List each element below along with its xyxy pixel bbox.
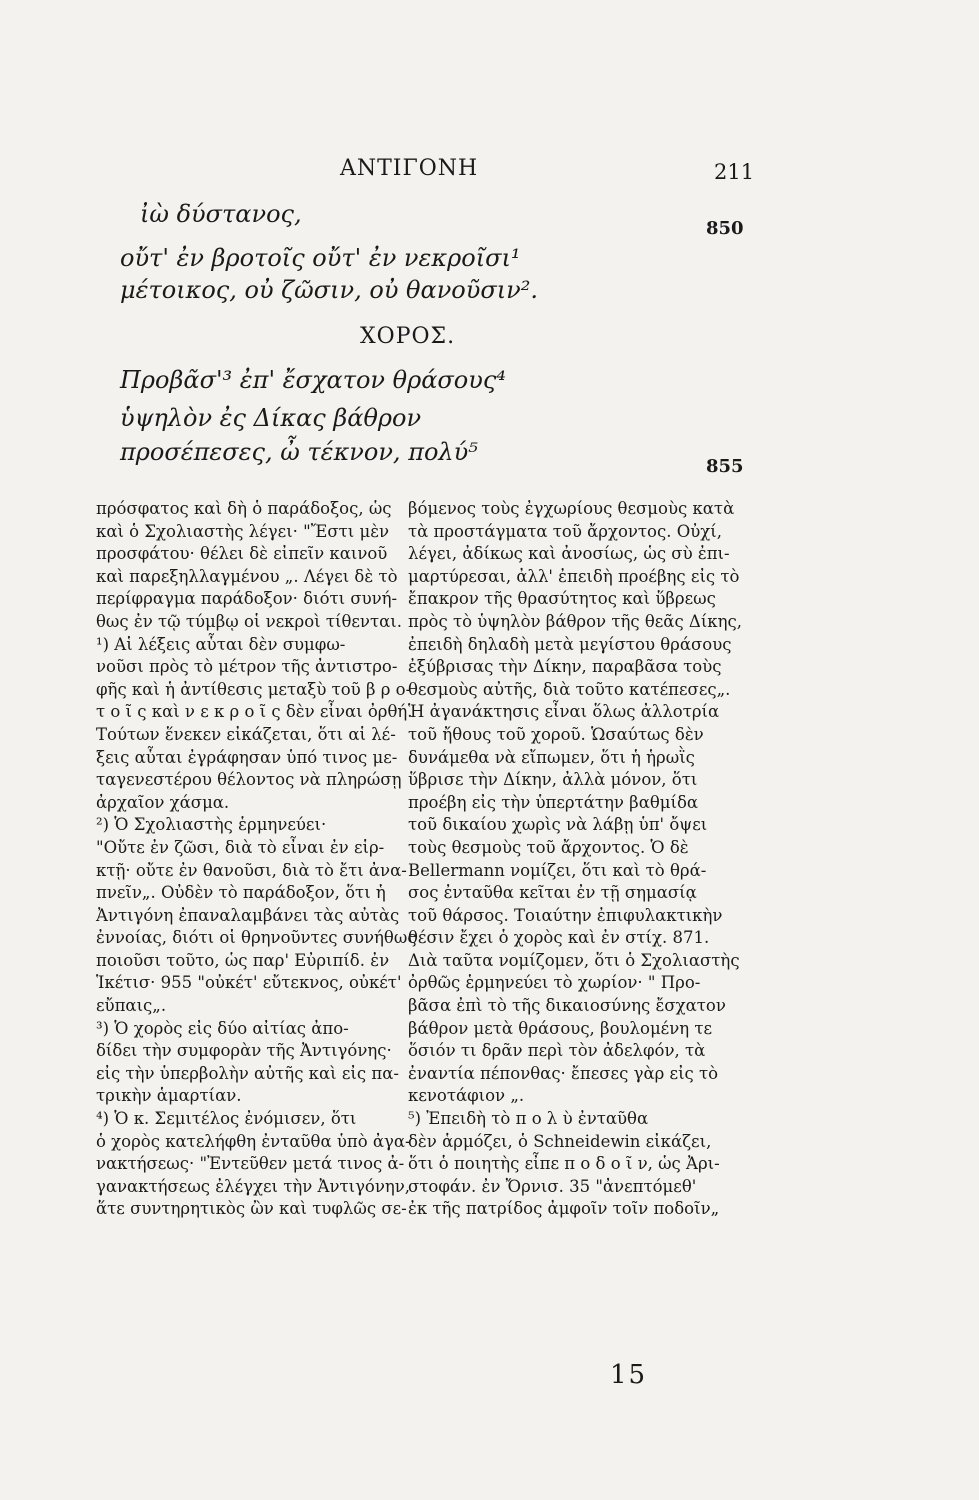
note-line: καὶ ὁ Σχολιαστὴς λέγει· "Ἔστι μὲν — [96, 521, 390, 541]
note-line: ὅτι ὁ ποιητὴς εἶπε π ο δ ο ῖ ν, ὡς Ἀρι- — [408, 1154, 720, 1174]
note-line: βάθρον μετὰ θράσους, βουλομένη τε — [408, 1018, 713, 1038]
note-line: περίφραγμα παράδοξον· διότι συνή- — [96, 589, 398, 609]
note-line: εὔπαις„. — [96, 996, 167, 1016]
note-line: φῆς καὶ ἡ ἀντίθεσις μεταξὺ τοῦ β ρ ο- — [96, 679, 412, 699]
note-line: Ἱκέτισ· 955 "οὐκέτ' εὔτεκνος, οὐκέτ' — [96, 973, 402, 993]
note-line: ἔπακρον τῆς θρασύτητος καὶ ὕβρεως — [408, 589, 716, 609]
note-line: τοὺς θεσμοὺς τοῦ ἄρχοντος. Ὁ δὲ — [408, 837, 689, 857]
note-line: ὕβρισε τὴν Δίκην, ἀλλὰ μόνον, ὅτι — [408, 770, 698, 790]
note-line: λέγει, ἀδίκως καὶ ἀνοσίως, ὡς σὺ ἐπι- — [408, 544, 730, 564]
note-line: ἐννοίας, διότι οἱ θρηνοῦντες συνήθως — [96, 928, 417, 948]
verse-line: οὔτ' ἐν βροτοῖς οὔτ' ἐν νεκροῖσι¹ — [120, 244, 521, 272]
note-line: ὁ χορὸς κατελήφθη ἐνταῦθα ὑπὸ ἀγα- — [96, 1131, 411, 1151]
note-line: δὲν ἁρμόζει, ὁ Schneidewin εἰκάζει, — [408, 1131, 712, 1151]
note-line: ²) Ὁ Σχολιαστὴς ἑρμηνεύει· — [96, 815, 327, 835]
note-line: βόμενος τοὺς ἐγχωρίους θεσμοὺς κατὰ — [408, 499, 735, 518]
note-line: ἐκ τῆς πατρίδος ἀμφοῖν τοῖν ποδοῖν„ — [408, 1199, 720, 1219]
note-line: ἐπειδὴ δηλαδὴ μετὰ μεγίστου θράσους — [408, 634, 732, 654]
note-line: τοῦ ἤθους τοῦ χοροῦ. Ὡσαύτως δὲν — [408, 724, 704, 744]
running-title: ΑΝΤΙΓΟΝΗ — [340, 156, 479, 181]
note-line: ¹) Αἱ λέξεις αὗται δὲν συμφω- — [96, 634, 346, 654]
line-number: 850 — [706, 218, 744, 239]
note-line: ξεις αὗται ἐγράφησαν ὑπό τινος με- — [96, 747, 398, 767]
note-line: ποιοῦσι τοῦτο, ὡς παρ' Εὐριπίδ. ἐν — [96, 950, 390, 970]
note-line: Bellermann νομίζει, ὅτι καὶ τὸ θρά- — [408, 860, 707, 880]
note-line: δυνάμεθα νὰ εἴπωμεν, ὅτι ἡ ἡρωῒς — [408, 747, 695, 767]
note-line: "Οὔτε ἐν ζῶσι, διὰ τὸ εἶναι ἐν εἱρ- — [96, 837, 385, 857]
note-line: ⁴) Ὁ κ. Σεμιτέλος ἐνόμισεν, ὅτι — [96, 1109, 357, 1129]
note-line: ὅσιόν τι δρᾶν περὶ τὸν ἀδελφόν, τὰ — [408, 1041, 706, 1061]
note-line: ὀρθῶς ἑρμηνεύει τὸ χωρίον· " Προ- — [408, 973, 701, 993]
note-line: θως ἐν τῷ τύμβῳ οἱ νεκροὶ τίθενται. — [96, 611, 402, 631]
note-line: τοῦ θάρσος. Τοιαύτην ἐπιφυλακτικὴν — [408, 905, 723, 925]
note-line: ἐναντία πέπονθας· ἔπεσες γὰρ εἰς τὸ — [408, 1063, 719, 1083]
note-line: μαρτύρεσαι, ἀλλ' ἐπειδὴ προέβης εἰς τὸ — [408, 566, 740, 586]
page-number: 211 — [714, 160, 755, 184]
note-line: στοφάν. ἐν Ὄρνισ. 35 "ἀνεπτόμεθ' — [408, 1176, 697, 1196]
note-line: προσφάτου· θέλει δὲ εἰπεῖν καινοῦ — [96, 544, 388, 564]
note-line: θεσμοὺς αὐτῆς, διὰ τοῦτο κατέπεσες„. — [408, 679, 731, 699]
footnotes-left-column — [96, 498, 417, 1221]
note-line: σος ἐνταῦθα κεῖται ἐν τῇ σημασίᾳ — [408, 883, 697, 903]
line-number: 855 — [706, 456, 744, 477]
note-line: ³) Ὁ χορὸς εἰς δύο αἰτίας ἀπο- — [96, 1018, 349, 1038]
note-line: ἐξύβρισας τὴν Δίκην, παραβᾶσα τοὺς — [408, 657, 722, 677]
speaker-heading: ΧΟΡΟΣ. — [360, 324, 456, 349]
note-line: κτῇ· οὔτε ἐν θανοῦσι, διὰ τὸ ἔτι ἀνα- — [96, 860, 407, 880]
note-line: καὶ παρεξηλλαγμένου „. Λέγει δὲ τὸ — [96, 566, 398, 586]
signature-mark: 15 — [610, 1360, 648, 1390]
verse-line: προσέπεσες, ὦ τέκνον, πολύ⁵ — [120, 438, 478, 466]
note-line: τὰ προστάγματα τοῦ ἄρχοντος. Οὐχί, — [408, 521, 722, 541]
note-line: Τούτων ἕνεκεν εἰκάζεται, ὅτι αἱ λέ- — [96, 724, 396, 744]
note-line: Ἡ ἀγανάκτησις εἶναι ὅλως ἀλλοτρία — [408, 702, 720, 722]
verse-line: ἰὼ δύστανος, — [140, 200, 302, 228]
verse-line: ὑψηλὸν ἐς Δίκας βάθρον — [120, 404, 422, 432]
note-line: πρόσφατος καὶ δὴ ὁ παράδοξος, ὡς — [96, 499, 392, 518]
note-line: πνεῖν„. Οὐδὲν τὸ παράδοξον, ὅτι ἡ — [96, 883, 386, 903]
note-line: βᾶσα ἐπὶ τὸ τῆς δικαιοσύνης ἔσχατον — [408, 996, 726, 1016]
note-line: ἅτε συντηρητικὸς ὢν καὶ τυφλῶς σε- — [96, 1199, 407, 1219]
note-line: νακτήσεως· "Ἐντεῦθεν μετά τινος ἀ- — [96, 1154, 405, 1174]
note-line: θέσιν ἔχει ὁ χορὸς καὶ ἐν στίχ. 871. — [408, 928, 710, 948]
note-line: γανακτήσεως ἐλέγχει τὴν Ἀντιγόνην, — [96, 1176, 411, 1196]
note-line: τ ο ῖ ς καὶ ν ε κ ρ ο ῖ ς δὲν εἶναι ὀρθή. — [96, 702, 413, 722]
footnotes-right-column — [408, 498, 744, 1221]
note-line: ταγενεστέρου θέλοντος νὰ πληρώσῃ — [96, 770, 402, 790]
verse-line: μέτοικος, οὐ ζῶσιν, οὐ θανοῦσιν². — [120, 276, 538, 304]
note-line: νοῦσι πρὸς τὸ μέτρον τῆς ἀντιστρο- — [96, 657, 398, 677]
note-line: εἰς τὴν ὑπερβολὴν αὐτῆς καὶ εἰς πα- — [96, 1063, 399, 1083]
note-line: Διὰ ταῦτα νομίζομεν, ὅτι ὁ Σχολιαστὴς — [408, 950, 740, 970]
note-line: ⁵) Ἐπειδὴ τὸ π ο λ ὺ ἐνταῦθα — [408, 1109, 649, 1129]
note-line: τρικὴν ἁμαρτίαν. — [96, 1086, 242, 1106]
note-line: ἀρχαῖον χάσμα. — [96, 792, 230, 812]
note-line: προέβη εἰς τὴν ὑπερτάτην βαθμίδα — [408, 792, 699, 812]
note-line: Ἀντιγόνη ἐπαναλαμβάνει τὰς αὐτὰς — [96, 905, 400, 925]
note-line: δίδει τὴν συμφορὰν τῆς Ἀντιγόνης· — [96, 1041, 392, 1061]
note-line: τοῦ δικαίου χωρὶς νὰ λάβῃ ὑπ' ὄψει — [408, 815, 708, 835]
verse-line: Προβᾶσ'³ ἐπ' ἔσχατον θράσους⁴ — [120, 366, 506, 394]
note-line: πρὸς τὸ ὑψηλὸν βάθρον τῆς θεᾶς Δίκης, — [408, 611, 742, 631]
note-line: κενοτάφιον „. — [408, 1086, 525, 1106]
